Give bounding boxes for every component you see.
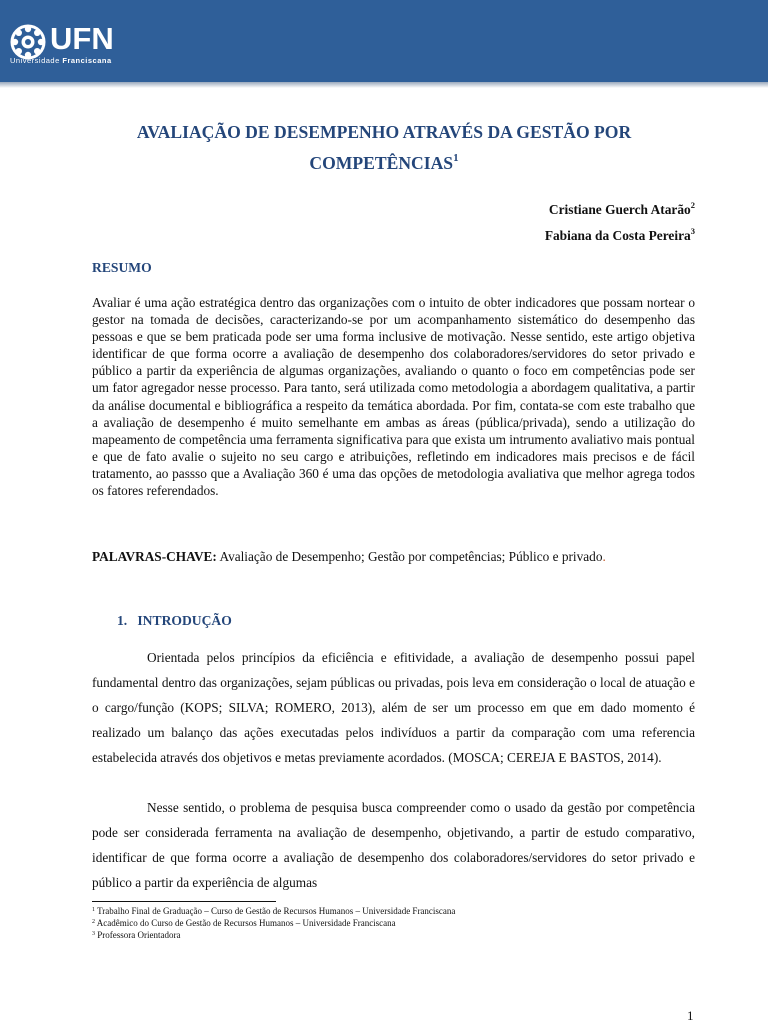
author-2-name: Fabiana da Costa Pereira [544, 228, 691, 243]
page-number: 1 [687, 1008, 694, 1023]
keywords-label: PALAVRAS-CHAVE: [92, 549, 217, 564]
brand-subtitle-franciscana: Franciscana [62, 56, 112, 65]
footnote-2-ref: 2 [92, 919, 95, 925]
header-band [0, 0, 768, 82]
footnote-1-text: Trabalho Final de Graduação – Curso de Gestão de Recursos Humanos – Universidade Franciscana [95, 906, 456, 916]
brand-subtitle [10, 56, 112, 65]
footnote-3-text: Professora Orientadora [95, 930, 181, 940]
footnote-2-text: Acadêmico do Curso de Gestão de Recursos Humanos – Universidade Franciscana [95, 918, 396, 928]
introduction-paragraph-2: Nesse sentido, o problema de pesquisa busca compreender como o usado da gestão por competência pode ser considerada ferramenta na avaliação de desempenho, objetivando, a partir de estudo comparativo, identificar de que forma ocorre a avaliação de desempenho dos colaboradores/servidores do setor privado e público a partir da experiência de algumas [92, 800, 695, 890]
footnote-1 [92, 905, 592, 917]
keywords-text: Avaliação de Desempenho; Gestão por competências; Público e privado [216, 549, 603, 564]
header-shadow [0, 82, 768, 88]
brand-subtitle-university: Universidade [10, 56, 63, 65]
resumo-heading: RESUMO [92, 260, 152, 275]
footnote-2 [92, 917, 592, 929]
brand-name: UFN [50, 21, 114, 56]
footnote-3 [92, 929, 592, 941]
introduction-heading: 1. INTRODUÇÃO [117, 613, 232, 628]
abstract-text: Avaliar é uma ação estratégica dentro das organizações com o intuito de obter indicadores que possam nortear o gestor na tomada de decisões, caracterizando-se por um acompanhamento sistemático do desempenho das pessoas e que se bem praticada pode ser uma forma inclusive de motivação. Nesse sentido, este artigo objetiva identificar de que forma ocorre a avaliação de desempenho dos colaboradores/servidores do setor privado e público a partir da experiência de algumas organizações, avaliando o quanto o foco em competências pode ser um fator agregador nesse processo. Para tanto, será utilizada como metodologia a abordagem qualitativa, a partir da análise documental e bibliográfica a respeito da temática abordada. Por fim, contata-se com este trabalho que a avaliação de desempenho é muito semelhante em ambas as áreas (pública/privada), sendo a utilização do mapeamento de competência uma ferramenta significativa para que exista um intrumento avaliativo mais pontual e que de fato avalie o sujeito no seu cargo e atribuições, refletindo em indicadores mais precisos e de fácil tratamento, ao passso que a Avaliação 360 é uma das opções de metodologia avaliativa que melhor agrega todos os fatores referendados. [92, 295, 695, 499]
author-1-name: Cristiane Guerch Atarão [548, 202, 691, 217]
ufn-emblem-icon [10, 24, 46, 60]
author-2-footnote-ref: 3 [690, 226, 695, 236]
footnote-divider [92, 901, 276, 902]
footnote-1-ref: 1 [92, 907, 95, 913]
footnotes [92, 905, 592, 941]
footnote-3-ref: 3 [92, 931, 95, 937]
ufn-logo [10, 18, 200, 70]
author-2 [545, 226, 695, 244]
keywords-end: . [602, 549, 606, 564]
paper-title-text: AVALIAÇÃO DE DESEMPENHO ATRAVÉS DA GESTÃO POR COMPETÊNCIAS [136, 122, 632, 173]
title-footnote-ref: 1 [453, 152, 459, 164]
author-1 [549, 200, 695, 218]
author-1-footnote-ref: 2 [690, 200, 695, 210]
keywords [92, 544, 695, 569]
paper-title [100, 119, 668, 176]
introduction-paragraph-1: Orientada pelos princípios da eficiência e efitividade, a avaliação de desempenho possui papel fundamental dentro das organizações, sejam públicas ou privadas, pois leva em consideração o local de atuação e o cargo/função (KOPS; SILVA; ROMERO, 2013), além de ser um processo em que em dado momento é realizado um balanço das ações executadas pelos indivíduos a partir da comparação com uma referencia estabelecida através dos objetivos e metas previamente acordados. (MOSCA; CEREJA E BASTOS, 2014). [92, 650, 695, 765]
